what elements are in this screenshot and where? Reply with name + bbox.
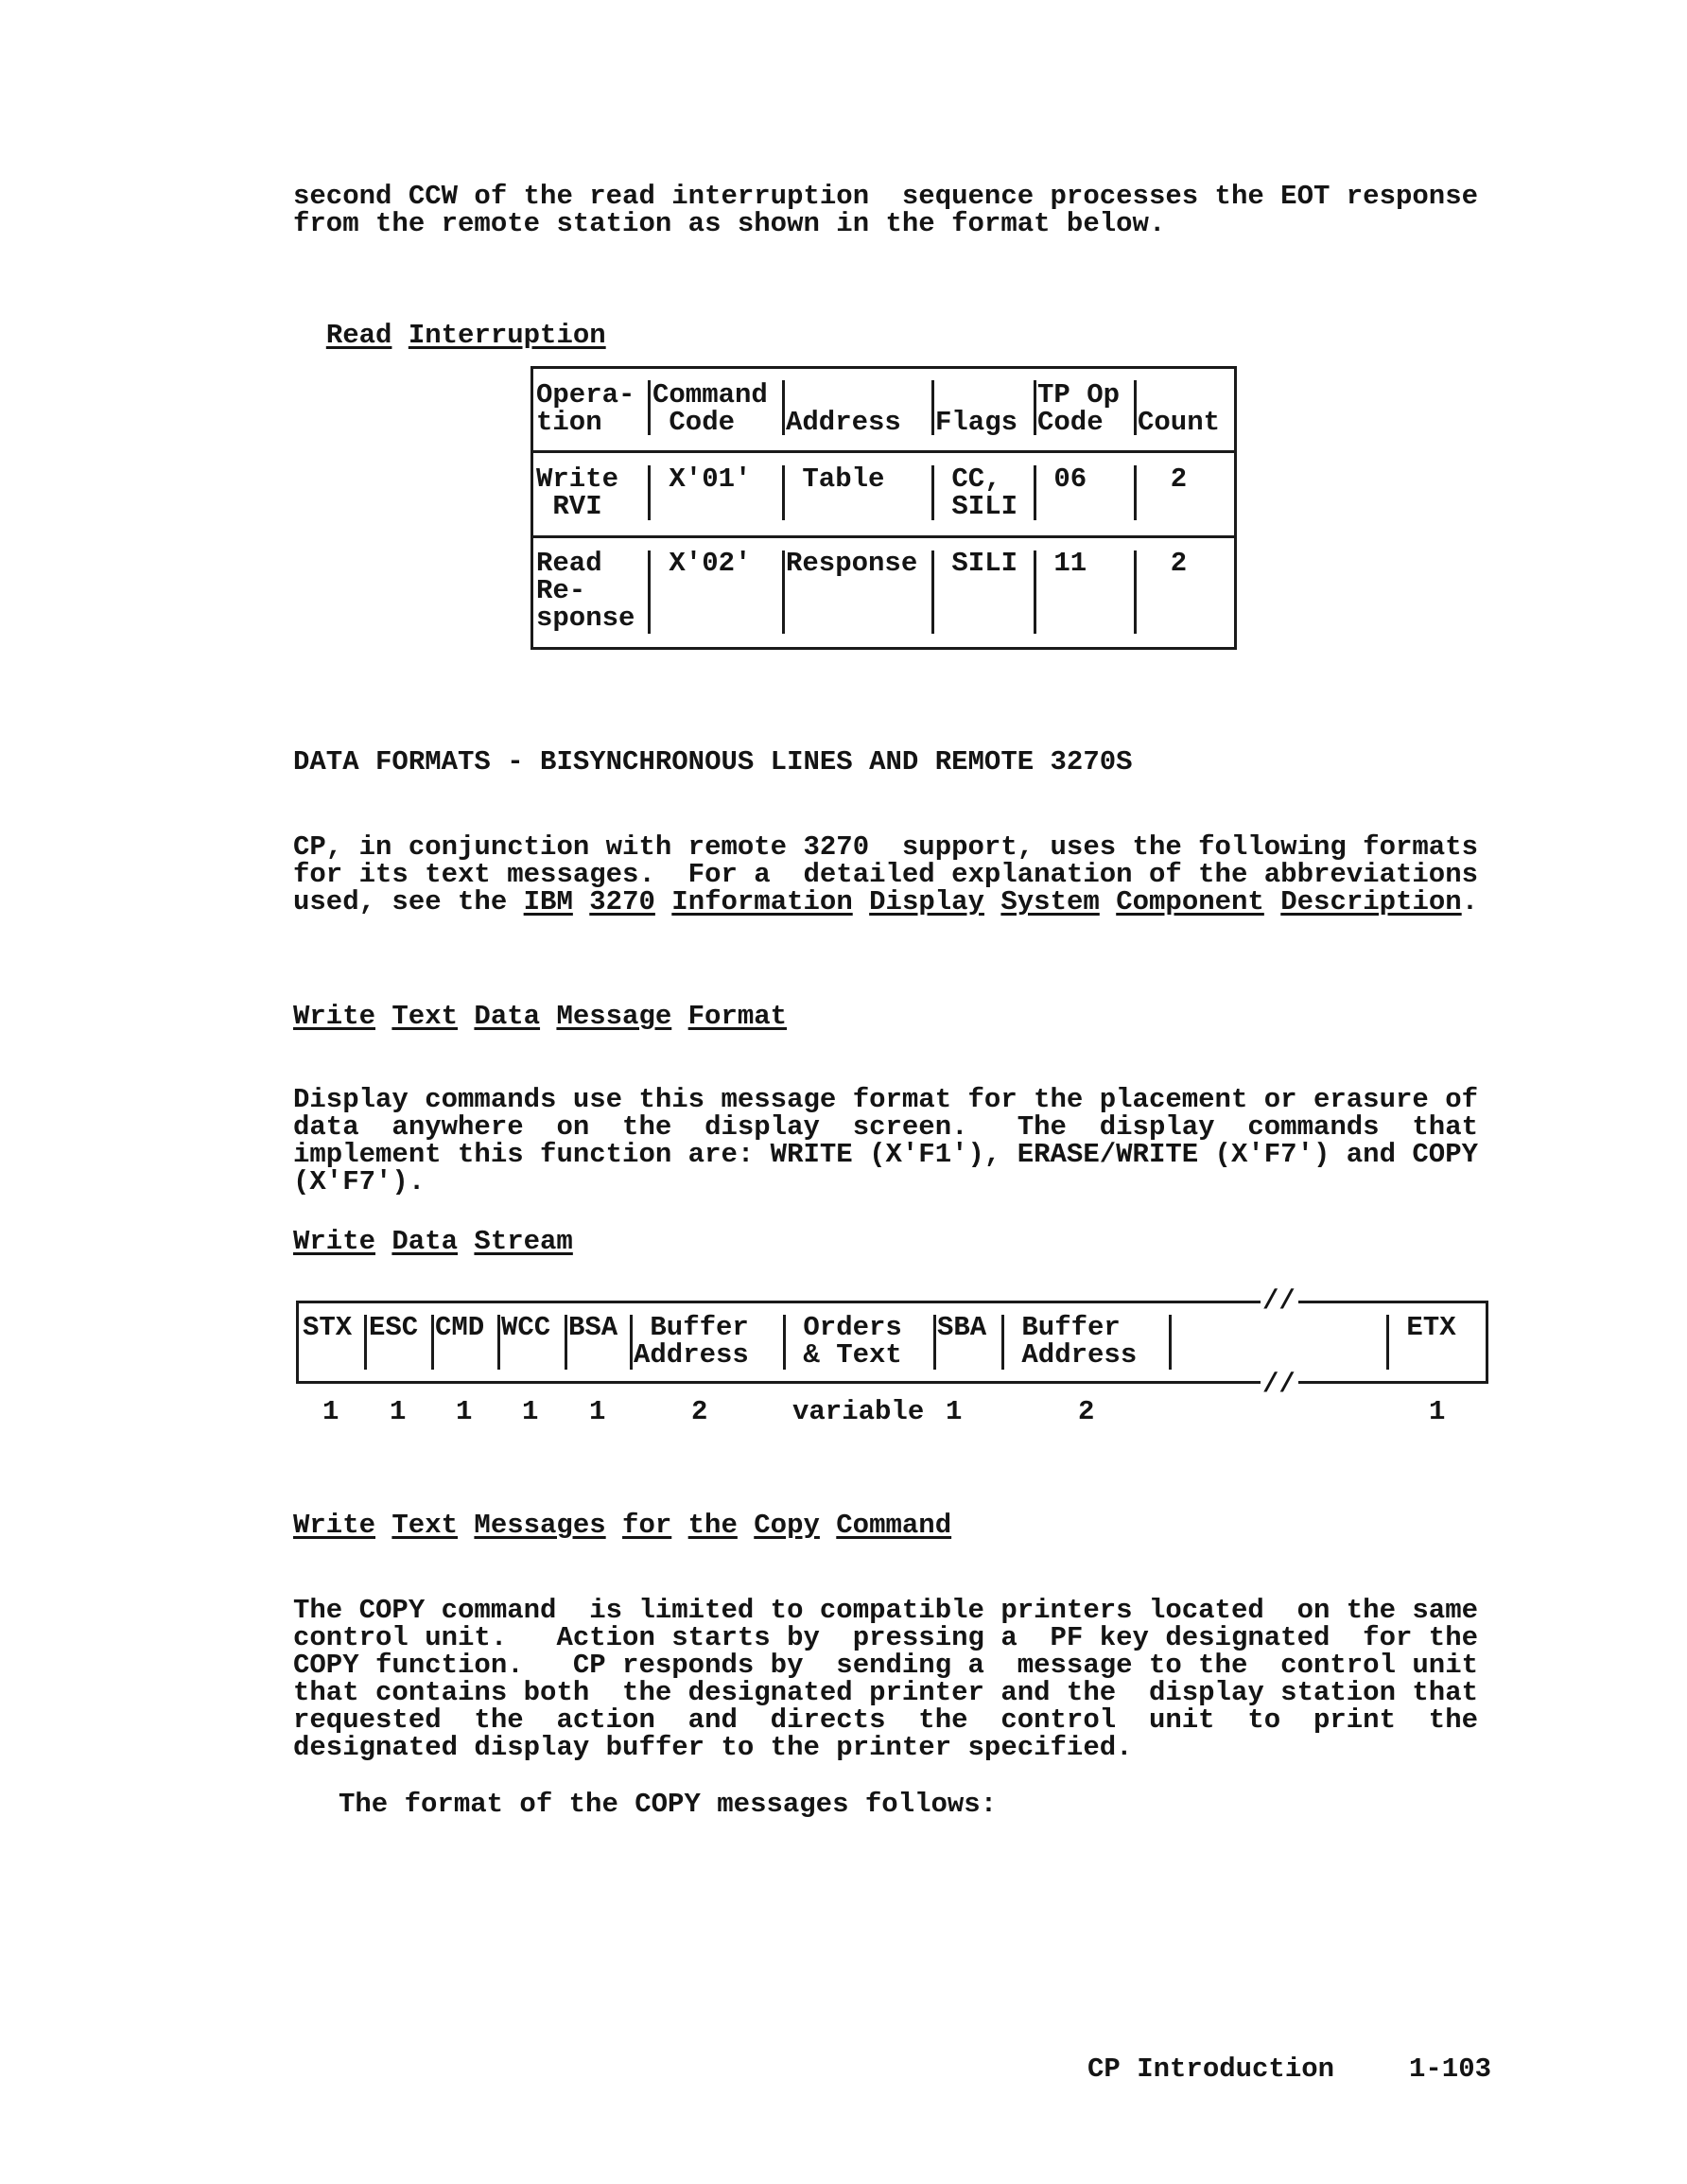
field-divider [630, 1315, 633, 1370]
column-divider [1134, 550, 1137, 634]
column-divider [782, 380, 785, 435]
field-byte-count: 1 [522, 1396, 539, 1427]
field-divider [364, 1315, 367, 1370]
column-divider [931, 380, 934, 435]
heading-word: Write [293, 1226, 376, 1257]
heading-word: Write [293, 1001, 376, 1032]
heading-word: for [622, 1510, 672, 1541]
column-divider [648, 550, 651, 634]
field-label: Buffer [634, 1312, 749, 1343]
field-label: Orders [787, 1312, 902, 1343]
heading-word: Copy [754, 1510, 820, 1541]
table-header-cell: Flags [935, 407, 1018, 438]
column-divider [648, 380, 651, 435]
paragraph-line: for its text messages. For a detailed explanation of the abbreviations [293, 859, 1479, 890]
field-byte-count: 2 [1078, 1396, 1095, 1427]
table-header-cell: tion [536, 407, 602, 438]
field-byte-count: 1 [390, 1396, 407, 1427]
field-divider [431, 1315, 434, 1370]
intro-line: second CCW of the read interruption sequence processes the EOT response [293, 181, 1479, 212]
heading-word: the [687, 1510, 738, 1541]
paragraph-line: implement this function are: WRITE (X'F1'), ERASE/WRITE (X'F7') and COPY [293, 1139, 1479, 1170]
field-divider [497, 1315, 500, 1370]
heading-word: Data [391, 1226, 459, 1257]
reference-title-word: Description [1280, 886, 1462, 917]
field-label: ETX [1390, 1312, 1456, 1343]
field-byte-count: 1 [946, 1396, 963, 1427]
field-byte-count: 1 [1429, 1396, 1446, 1427]
paragraph-line: data anywhere on the display screen. The display commands that [293, 1111, 1479, 1143]
table-cell: Write [536, 463, 619, 495]
column-divider [648, 465, 651, 520]
reference-line [293, 888, 1478, 916]
copy-format-intro: The format of the COPY messages follows: [339, 1789, 998, 1820]
table-cell: RVI [536, 491, 602, 522]
heading-word: Stream [474, 1226, 573, 1257]
field-divider [1386, 1315, 1389, 1370]
table-header-cell: Code [1037, 407, 1104, 438]
heading-word: Message [556, 1001, 672, 1032]
table-cell: 06 [1037, 463, 1087, 495]
table-row-separator [530, 535, 1237, 538]
heading-word: Text [391, 1510, 459, 1541]
column-divider [1034, 380, 1036, 435]
reference-title-word: System [1000, 886, 1100, 917]
column-divider [782, 550, 785, 634]
read-interruption-heading [293, 294, 622, 351]
heading-word: Data [474, 1001, 541, 1032]
paragraph-line: The COPY command is limited to compatible printers located on the same [293, 1595, 1479, 1626]
reference-title-word: Component [1116, 886, 1264, 917]
break-mark: // [1262, 1369, 1296, 1400]
column-divider [931, 465, 934, 520]
field-label: SBA [937, 1312, 987, 1343]
column-divider [1134, 380, 1137, 435]
table-header-cell: Count [1138, 407, 1221, 438]
heading-word: Text [391, 1001, 459, 1032]
table-cell: Response [786, 548, 918, 579]
paragraph-line: CP, in conjunction with remote 3270 support, uses the following formats [293, 831, 1479, 863]
paragraph-line: designated display buffer to the printer specified. [293, 1732, 1133, 1763]
paragraph-line: COPY function. CP responds by sending a message to the control unit [293, 1650, 1479, 1681]
footer-page-number: 1-103 [1409, 2053, 1492, 2085]
reference-title-word: 3270 [589, 886, 655, 917]
table-cell: CC, [935, 463, 1001, 495]
field-byte-count: 1 [456, 1396, 473, 1427]
field-label: Buffer [1005, 1312, 1121, 1343]
reference-title-word: Information [671, 886, 853, 917]
heading-word: Read [325, 320, 392, 351]
field-label: STX [303, 1312, 353, 1343]
table-header-cell: Address [786, 407, 901, 438]
table-header-cell: TP Op [1037, 379, 1121, 411]
write-data-stream-heading [293, 1228, 589, 1255]
field-label: Address [634, 1339, 749, 1371]
heading-word: Write [293, 1510, 376, 1541]
table-cell: SILI [935, 491, 1018, 522]
break-mark: // [1262, 1285, 1296, 1317]
field-divider [933, 1315, 936, 1370]
table-cell: 11 [1037, 548, 1087, 579]
field-label: ESC [369, 1312, 419, 1343]
heading-word: Interruption [408, 320, 606, 351]
field-label: WCC [501, 1312, 551, 1343]
column-divider [1034, 550, 1036, 634]
table-cell: 2 [1138, 463, 1188, 495]
paragraph-line: that contains both the designated printer and the display station that [293, 1677, 1479, 1708]
column-divider [931, 550, 934, 634]
table-cell: Read [536, 548, 602, 579]
field-divider [1169, 1315, 1172, 1370]
field-label: BSA [568, 1312, 618, 1343]
column-divider [782, 465, 785, 520]
table-cell: X'01' [652, 463, 752, 495]
paragraph-line: requested the action and directs the control unit to print the [293, 1704, 1479, 1736]
intro-line: from the remote station as shown in the format below. [293, 208, 1166, 239]
paragraph-line: Display commands use this message format for the placement or erasure of [293, 1084, 1479, 1115]
reference-title-word: Display [869, 886, 984, 917]
table-row-separator [530, 450, 1237, 453]
field-divider [1001, 1315, 1004, 1370]
heading-word: Format [687, 1001, 788, 1032]
table-header-cell: Command [652, 379, 768, 411]
write-text-data-heading [293, 1003, 803, 1030]
line-prefix: used, see the [293, 886, 524, 917]
table-header-cell: Opera- [536, 379, 635, 411]
line-suffix: . [1461, 886, 1479, 917]
field-byte-count: 1 [589, 1396, 606, 1427]
table-header-cell: Code [652, 407, 736, 438]
table-cell: Re- [536, 575, 586, 606]
paragraph-line: control unit. Action starts by pressing a PF key designated for the [293, 1622, 1479, 1653]
copy-command-heading [293, 1511, 968, 1539]
table-cell: Table [786, 463, 885, 495]
field-label: Address [1005, 1339, 1138, 1371]
table-cell: 2 [1138, 548, 1188, 579]
column-divider [1034, 465, 1036, 520]
field-label: CMD [435, 1312, 485, 1343]
table-cell: SILI [935, 548, 1018, 579]
field-byte-count: 2 [691, 1396, 708, 1427]
field-divider [565, 1315, 567, 1370]
heading-word: Messages [474, 1510, 606, 1541]
field-divider [783, 1315, 786, 1370]
section-title: DATA FORMATS - BISYNCHRONOUS LINES AND REMOTE 3270S [293, 746, 1133, 778]
field-byte-count: variable [792, 1396, 925, 1427]
paragraph-line: (X'F7'). [293, 1166, 426, 1197]
table-cell: sponse [536, 603, 635, 634]
heading-word: Command [836, 1510, 952, 1541]
reference-title-word: IBM [523, 886, 573, 917]
field-label: & Text [787, 1339, 902, 1371]
table-cell: X'02' [652, 548, 752, 579]
field-byte-count: 1 [322, 1396, 339, 1427]
footer-section-name: CP Introduction [1087, 2053, 1335, 2085]
column-divider [1134, 465, 1137, 520]
